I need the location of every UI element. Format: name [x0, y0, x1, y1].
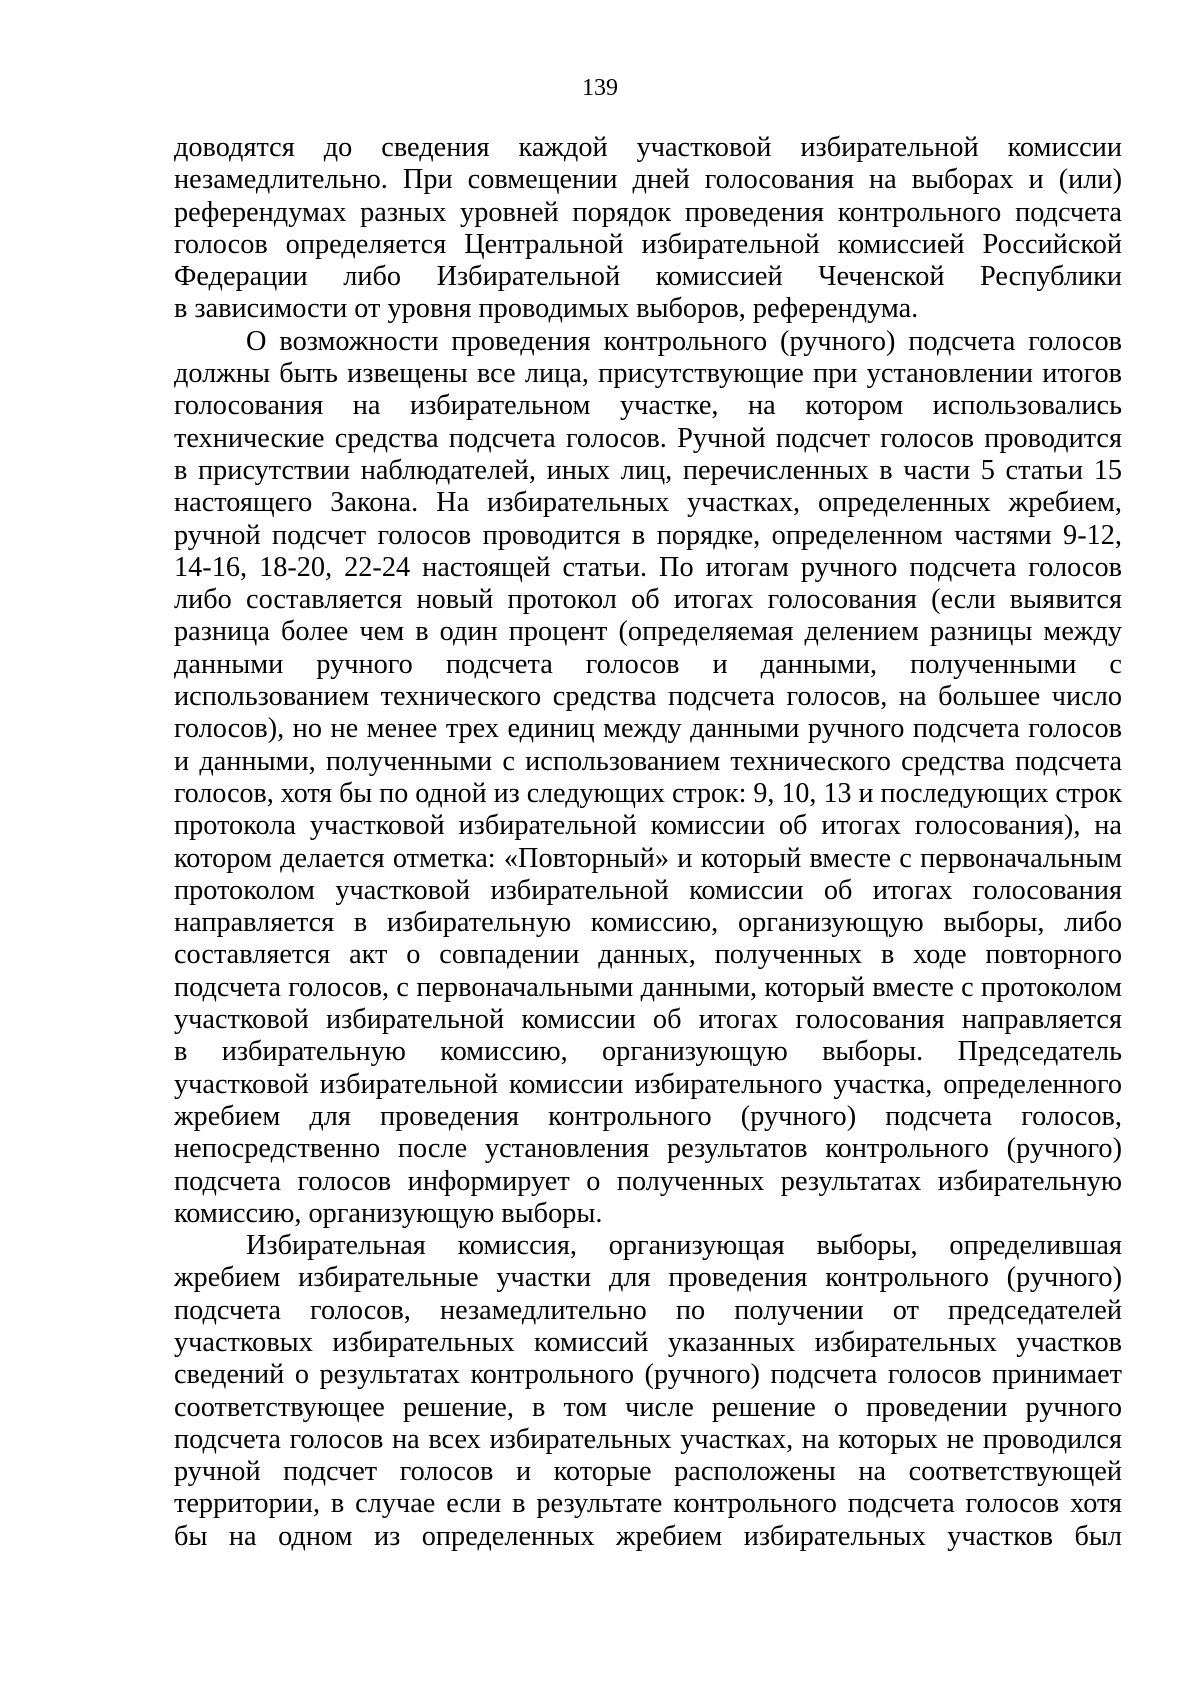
text-line: участковой избирательной комиссии об итогах голосования направляется [174, 1004, 1122, 1036]
page-number: 139 [582, 75, 618, 101]
text-line: 14-16, 18-20, 22-24 настоящей статьи. По итогам ручного подсчета голосов [174, 551, 1122, 583]
text-line: протокола участковой избирательной комиссии об итогах голосования), на [174, 810, 1122, 842]
text-line: технические средства подсчета голосов. Ручной подсчет голосов проводится [174, 422, 1122, 454]
text-line: в зависимости от уровня проводимых выборов, референдума. [174, 293, 919, 325]
text-line: ручной подсчет голосов и которые расположены на соответствующей [174, 1456, 1122, 1488]
text-line: голосов определяется Центральной избирательной комиссией Российской [174, 228, 1122, 260]
text-line: территории, в случае если в результате контрольного подсчета голосов хотя [174, 1488, 1122, 1520]
text-line: настоящего Закона. На избирательных участках, определенных жребием, [174, 487, 1122, 519]
text-line: ручной подсчет голосов проводится в порядке, определенном частями 9-12, [174, 519, 1122, 551]
text-line: голосования на избирательном участке, на котором использовались [174, 390, 1122, 422]
text-line: подсчета голосов на всех избирательных участках, на которых не проводился [174, 1423, 1122, 1455]
text-line: соответствующее решение, в том числе решение о проведении ручного [174, 1391, 1122, 1423]
text-line: голосов, хотя бы по одной из следующих строк: 9, 10, 13 и последующих строк [174, 777, 1122, 809]
text-line: либо составляется новый протокол об итогах голосования (если выявится [174, 584, 1122, 616]
text-line: незамедлительно. При совмещении дней голосования на выборах и (или) [174, 164, 1122, 196]
text-line: О возможности проведения контрольного (ручного) подсчета голосов [246, 325, 1122, 357]
body-text [174, 132, 1122, 1553]
text-line: сведений о результатах контрольного (ручного) подсчета голосов принимает [174, 1359, 1122, 1391]
text-line: участковой избирательной комиссии избирательного участка, определенного [174, 1068, 1122, 1100]
text-line: котором делается отметка: «Повторный» и который вместе с первоначальным [174, 842, 1122, 874]
text-line: разница более чем в один процент (определяемая делением разницы между [174, 616, 1122, 648]
text-line: комиссию, организующую выборы. [174, 1197, 603, 1229]
text-line: должны быть извещены все лица, присутствующие при установлении итогов [174, 358, 1122, 390]
text-line: подсчета голосов, с первоначальными данными, который вместе с протоколом [174, 971, 1122, 1003]
text-line: подсчета голосов информирует о полученных результатах избирательную [174, 1165, 1122, 1197]
text-line: референдумах разных уровней порядок проведения контрольного подсчета [174, 196, 1122, 228]
text-line: жребием для проведения контрольного (ручного) подсчета голосов, [174, 1100, 1122, 1132]
text-line: в избирательную комиссию, организующую выборы. Председатель [174, 1036, 1122, 1068]
text-line: Федерации либо Избирательной комиссией Чеченской Республики [174, 261, 1122, 293]
text-line: в присутствии наблюдателей, иных лиц, перечисленных в части 5 статьи 15 [174, 454, 1122, 486]
text-line: протоколом участковой избирательной комиссии об итогах голосования [174, 874, 1122, 906]
text-line: жребием избирательные участки для проведения контрольного (ручного) [174, 1262, 1122, 1294]
text-line: участковых избирательных комиссий указанных избирательных участков [174, 1326, 1122, 1358]
text-line: бы на одном из определенных жребием избирательных участков был [174, 1520, 1122, 1552]
text-line: подсчета голосов, незамедлительно по получении от председателей [174, 1294, 1122, 1326]
text-line: доводятся до сведения каждой участковой избирательной комиссии [174, 132, 1122, 163]
text-line: составляется акт о совпадении данных, полученных в ходе повторного [174, 939, 1122, 971]
text-line: голосов), но не менее трех единиц между данными ручного подсчета голосов [174, 713, 1122, 745]
text-line: данными ручного подсчета голосов и данными, полученными с [174, 648, 1122, 680]
text-line: использованием технического средства подсчета голосов, на большее число [174, 681, 1122, 713]
text-line: Избирательная комиссия, организующая выборы, определившая [246, 1230, 1122, 1262]
text-line: и данными, полученными с использованием технического средства подсчета [174, 745, 1122, 777]
text-line: непосредственно после установления результатов контрольного (ручного) [174, 1133, 1122, 1165]
text-line: направляется в избирательную комиссию, организующую выборы, либо [174, 907, 1122, 939]
